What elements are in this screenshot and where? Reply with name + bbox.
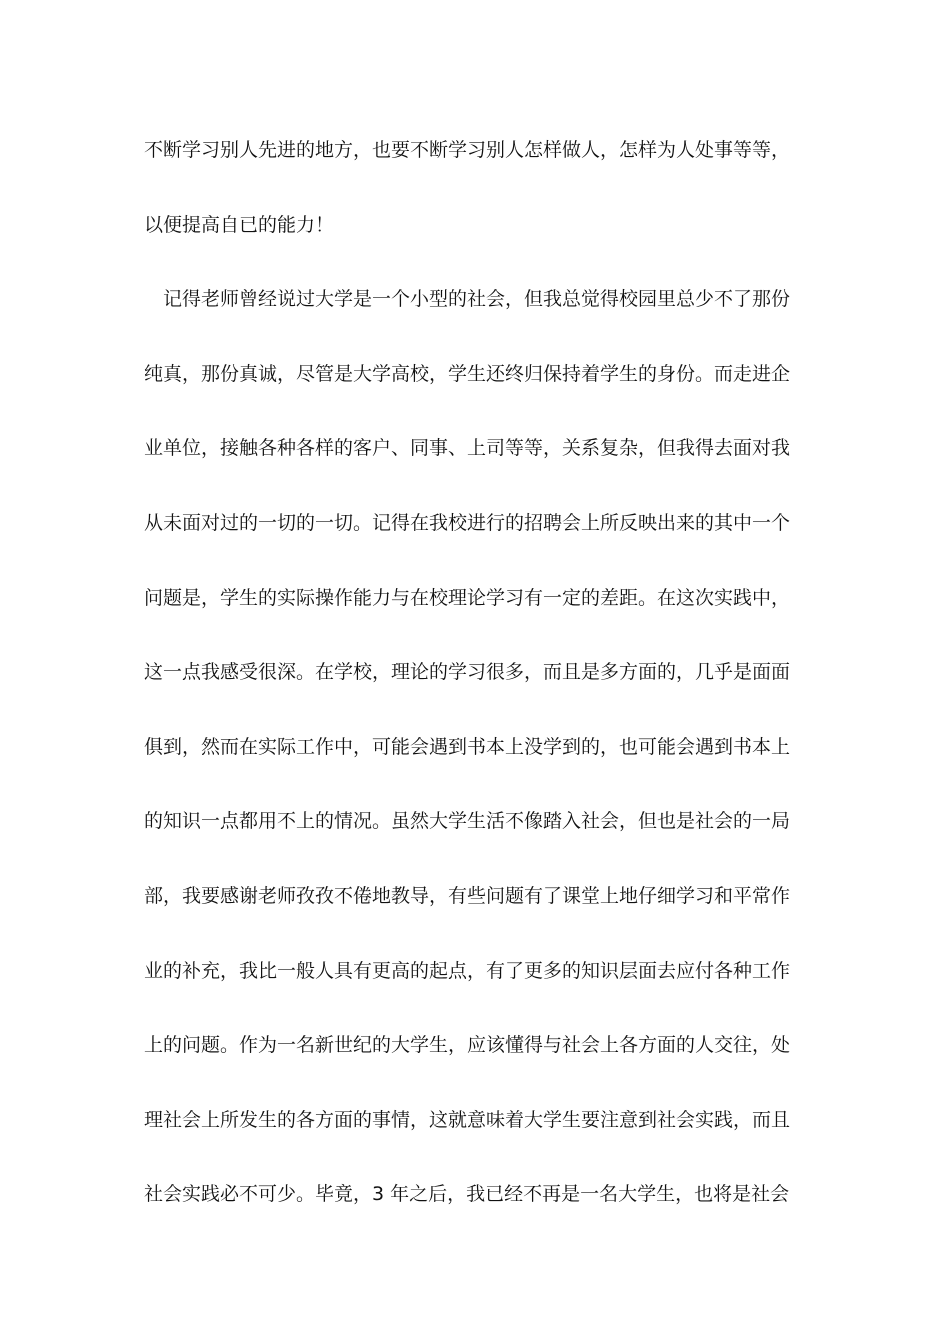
text-line: 理社会上所发生的各方面的事情，这就意味着大学生要注意到社会实践，而且 <box>144 1108 791 1131</box>
paragraph-first-line: 记得老师曾经说过大学是一个小型的社会，但我总觉得校园里总少不了那份 <box>163 288 791 311</box>
text-line: 业单位，接触各种各样的客户、同事、上司等等，关系复杂，但我得去面对我 <box>144 437 791 460</box>
text-line: 问题是，学生的实际操作能力与在校理论学习有一定的差距。在这次实践中， <box>144 586 791 609</box>
text-line: 这一点我感受很深。在学校，理论的学习很多，而且是多方面的，几乎是面面 <box>144 661 791 684</box>
text-line: 业的补充，我比一般人具有更高的起点，有了更多的知识层面去应付各种工作 <box>144 959 791 982</box>
text-line: 从未面对过的一切的一切。记得在我校进行的招聘会上所反映出来的其中一个 <box>144 511 791 534</box>
text-line: 俱到，然而在实际工作中，可能会遇到书本上没学到的，也可能会遇到书本上 <box>144 735 791 758</box>
text-line: 不断学习别人先进的地方，也要不断学习别人怎样做人，怎样为人处事等等， <box>144 139 791 161</box>
text-line: 部，我要感谢老师孜孜不倦地教导，有些问题有了课堂上地仔细学习和平常作 <box>144 884 791 907</box>
body-text <box>144 128 800 1247</box>
text-line: 上的问题。作为一名新世纪的大学生，应该懂得与社会上各方面的人交往，处 <box>144 1034 791 1057</box>
text-line: 纯真，那份真诚，尽管是大学高校，学生还终归保持着学生的身份。而走进企 <box>144 362 791 385</box>
text-line: 社会实践必不可少。毕竟，3 年之后，我已经不再是一名大学生，也将是社会 <box>144 1183 790 1206</box>
text-line: 的知识一点都用不上的情况。虽然大学生活不像踏入社会，但也是社会的一局 <box>144 810 791 833</box>
text-line: 以便提高自已的能力！ <box>144 213 335 236</box>
